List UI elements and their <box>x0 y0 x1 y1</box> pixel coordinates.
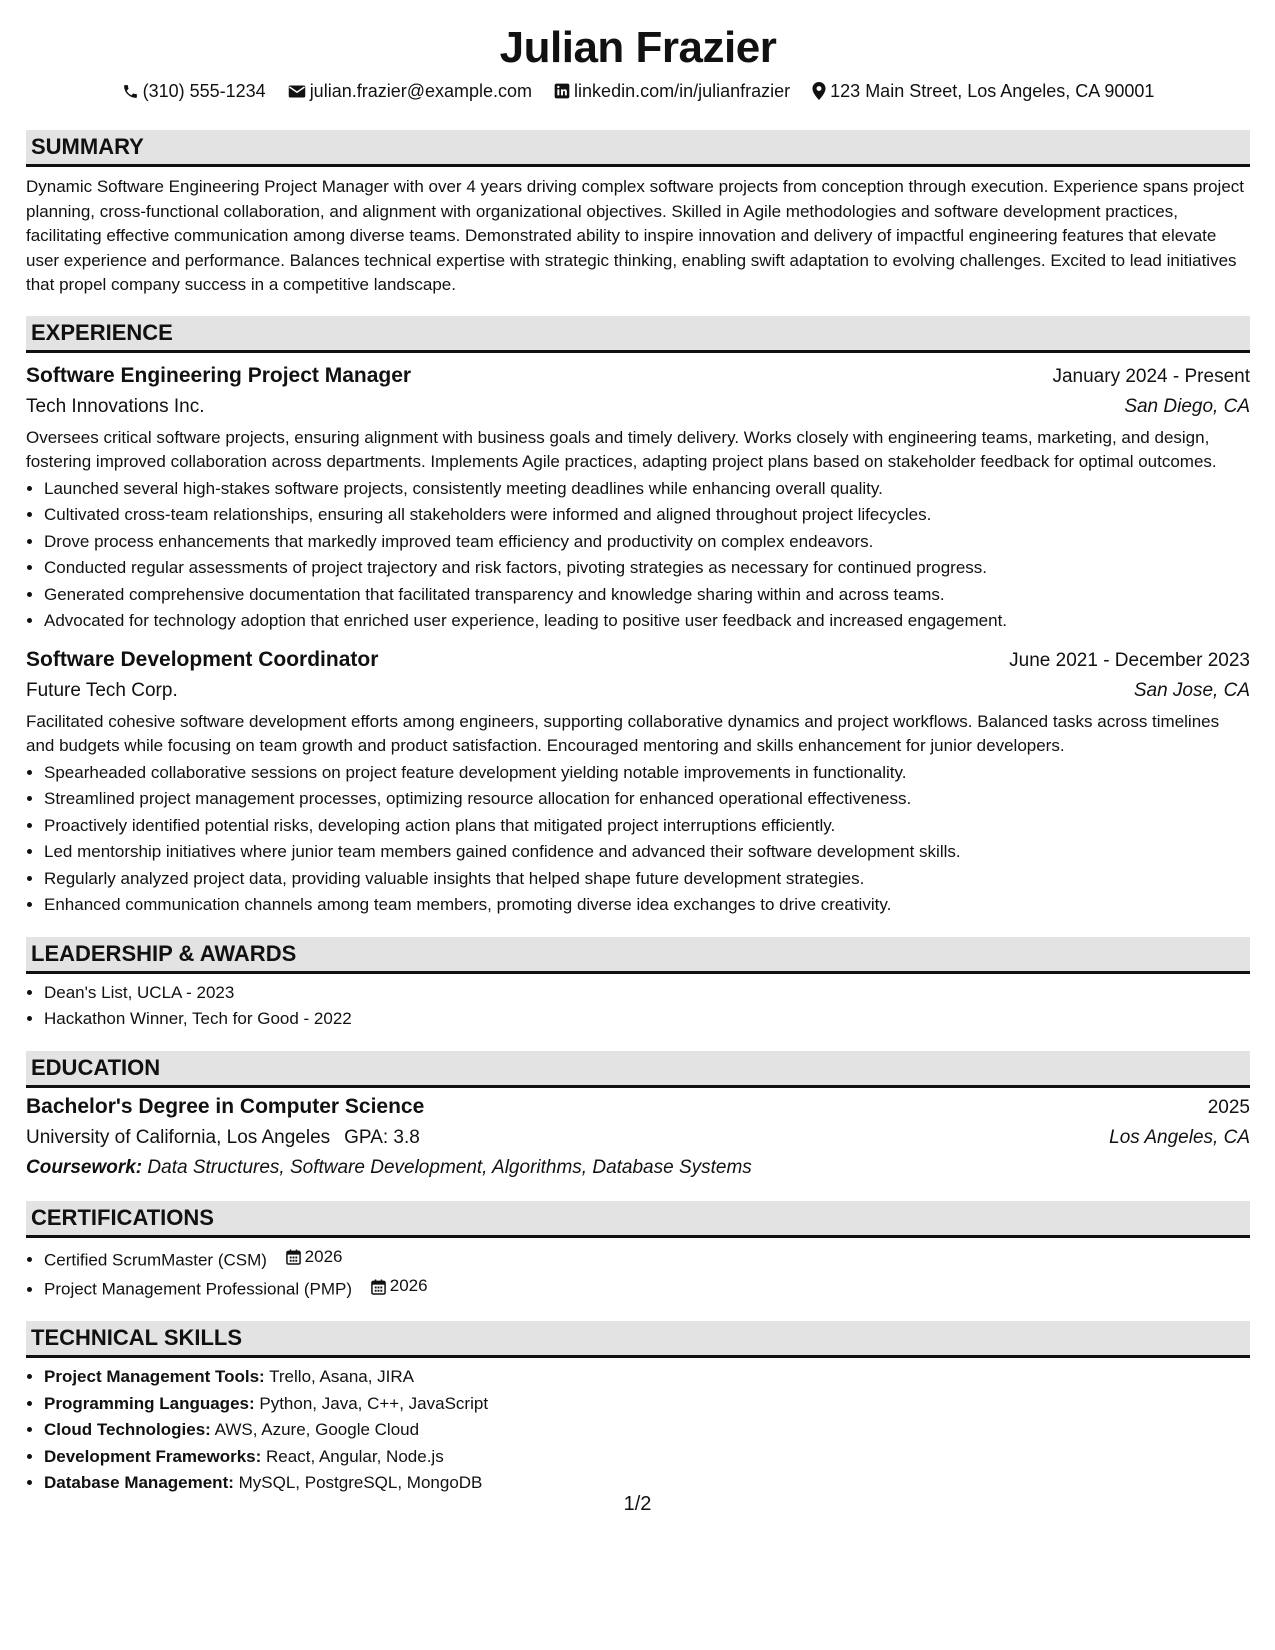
cert-year-text: 2026 <box>389 1276 428 1296</box>
experience-heading: EXPERIENCE <box>26 316 1250 353</box>
school-line <box>26 1123 420 1153</box>
list-item: • Advocated for technology adoption that enriched user experience, leading to positive user feedback and increased engagement. <box>44 608 1250 635</box>
map-pin-icon <box>812 82 826 100</box>
leadership-heading: LEADERSHIP & AWARDS <box>26 937 1250 974</box>
skill-value: MySQL, PostgreSQL, MongoDB <box>238 1473 483 1492</box>
contact-bar <box>26 78 1250 104</box>
linkedin-text[interactable]: linkedin.com/in/julianfrazier <box>574 81 791 101</box>
contact-phone <box>122 78 266 104</box>
job-bullets <box>26 760 1250 919</box>
list-item <box>44 1244 1250 1274</box>
coursework-list: Data Structures, Software Development, Algorithms, Database Systems <box>147 1156 752 1178</box>
list-item: • Generated comprehensive documentation that facilitated transparency and knowledge sharing within and across teams. <box>44 582 1250 609</box>
list-item: • Led mentorship initiatives where junior team members gained confidence and advanced their software development skills. <box>44 839 1250 866</box>
job-entry <box>26 361 1250 635</box>
list-item: • Cultivated cross-team relationships, ensuring all stakeholders were informed and aligned throughout project lifecycles. <box>44 502 1250 529</box>
coursework-label: Coursework: <box>26 1156 143 1178</box>
company-name: Future Tech Corp. <box>26 679 178 701</box>
degree-title: Bachelor's Degree in Computer Science <box>26 1094 425 1118</box>
list-item: • Dean's List, UCLA - 2023 <box>44 980 1250 1007</box>
skill-label: Database Management: <box>44 1473 234 1492</box>
list-item <box>44 1273 1250 1303</box>
job-description: Oversees critical software projects, ensuring alignment with business goals and timely delivery. Works closely with engineering teams, marketing, and design, fostering improved collaboration across departments. Implements Agile practices, adapting project plans based on stakeholder feedback for optimal outcomes. <box>26 427 1217 471</box>
skill-value: Trello, Asana, JIRA <box>269 1367 415 1386</box>
education-entry <box>26 1092 1250 1183</box>
skill-label: Programming Languages: <box>44 1393 255 1413</box>
job-title: Software Development Coordinator <box>26 647 379 671</box>
education-heading: EDUCATION <box>26 1051 1250 1088</box>
gpa: GPA: 3.8 <box>344 1126 420 1148</box>
list-item: • Spearheaded collaborative sessions on project feature development yielding notable improvements in functionality. <box>44 760 1250 787</box>
school-location: Los Angeles, CA <box>1109 1126 1250 1148</box>
skill-label: Cloud Technologies: <box>44 1420 211 1439</box>
phone-text: (310) 555-1234 <box>142 81 266 101</box>
list-item <box>44 1417 1250 1444</box>
skill-label: Project Management Tools: <box>44 1367 265 1386</box>
skill-value: Python, Java, C++, JavaScript <box>259 1393 489 1413</box>
list-item <box>44 1364 1250 1391</box>
linkedin-icon <box>554 83 570 99</box>
skill-value: AWS, Azure, Google Cloud <box>214 1420 420 1439</box>
list-item: • Enhanced communication channels among team members, promoting diverse idea exchanges to drive creativity. <box>44 892 1250 919</box>
skill-value: React, Angular, Node.js <box>266 1446 444 1466</box>
cert-name: Project Management Professional (PMP) <box>44 1279 353 1299</box>
envelope-icon <box>288 84 306 99</box>
list-item: • Drove process enhancements that markedly improved team efficiency and productivity on complex endeavors. <box>44 529 1250 556</box>
skill-label: Development Frameworks: <box>44 1446 262 1466</box>
list-item: • Regularly analyzed project data, providing valuable insights that helped shape future development strategies. <box>44 866 1250 893</box>
company-name: Tech Innovations Inc. <box>26 395 205 417</box>
calendar-icon <box>371 1279 386 1295</box>
job-title: Software Engineering Project Manager <box>26 363 412 387</box>
cert-year-text: 2026 <box>304 1246 343 1266</box>
cert-year <box>286 1244 343 1271</box>
list-item <box>44 1391 1250 1418</box>
address-text: 123 Main Street, Los Angeles, CA 90001 <box>830 81 1155 101</box>
school-name: University of California, Los Angeles <box>26 1126 331 1148</box>
calendar-icon <box>286 1249 301 1265</box>
contact-email[interactable] <box>288 78 532 104</box>
certifications-heading: CERTIFICATIONS <box>26 1201 1250 1238</box>
job-bullets <box>26 476 1250 635</box>
list-item: • Proactively identified potential risks, developing action plans that mitigated project interruptions efficiently. <box>44 813 1250 840</box>
job-location: San Jose, CA <box>1133 679 1250 701</box>
cert-name: Certified ScrumMaster (CSM) <box>44 1249 267 1269</box>
coursework <box>26 1153 1250 1183</box>
job-description: Facilitated cohesive software development efforts among engineers, supporting collaborative dynamics and project workflows. Balanced tasks across timelines and budgets while focusing on team growth and product satisfaction. Encouraged mentoring and skills enhancement for junior developers. <box>26 711 1220 755</box>
list-item <box>44 1444 1250 1471</box>
phone-icon <box>122 83 139 100</box>
certifications-list <box>26 1244 1250 1304</box>
job-location: San Diego, CA <box>1124 395 1250 417</box>
contact-address <box>812 78 1154 104</box>
list-item: • Streamlined project management processes, optimizing resource allocation for enhanced operational effectiveness. <box>44 786 1250 813</box>
list-item: • Hackathon Winner, Tech for Good - 2022 <box>44 1006 1250 1033</box>
job-entry <box>26 645 1250 919</box>
page-number: 1/2 <box>623 1493 652 1515</box>
cert-year <box>371 1273 428 1300</box>
list-item: • Conducted regular assessments of project trajectory and risk factors, pivoting strategies as necessary for continued progress. <box>44 555 1250 582</box>
resume-page <box>26 20 1250 1497</box>
summary-heading: SUMMARY <box>26 130 1250 167</box>
skills-list <box>26 1364 1250 1497</box>
job-dates: January 2024 - Present <box>1052 365 1250 387</box>
contact-linkedin[interactable] <box>554 78 790 104</box>
email-text[interactable]: julian.frazier@example.com <box>309 81 533 101</box>
skills-heading: TECHNICAL SKILLS <box>26 1321 1250 1358</box>
candidate-name: Julian Frazier <box>499 23 777 72</box>
job-dates: June 2021 - December 2023 <box>1009 649 1250 671</box>
graduation-year: 2025 <box>1207 1096 1250 1118</box>
list-item: • Launched several high-stakes software projects, consistently meeting deadlines while enhancing overall quality. <box>44 476 1250 503</box>
summary-text: Dynamic Software Engineering Project Manager with over 4 years driving complex software projects from conception through execution. Experience spans project planning, cross-functional collaboration, and alignment with organizational objectives. Skilled in Agile methodologies and software development practices, facilitating effective communication among diverse teams. Demonstrated ability to inspire innovation and delivery of impactful engineering features that elevate user experience and performance. Balances technical expertise with strategic thinking, enabling swift adaptation to evolving challenges. Excited to lead initiatives that propel company success in a competitive landscape. <box>26 177 1244 294</box>
leadership-list <box>26 980 1250 1033</box>
